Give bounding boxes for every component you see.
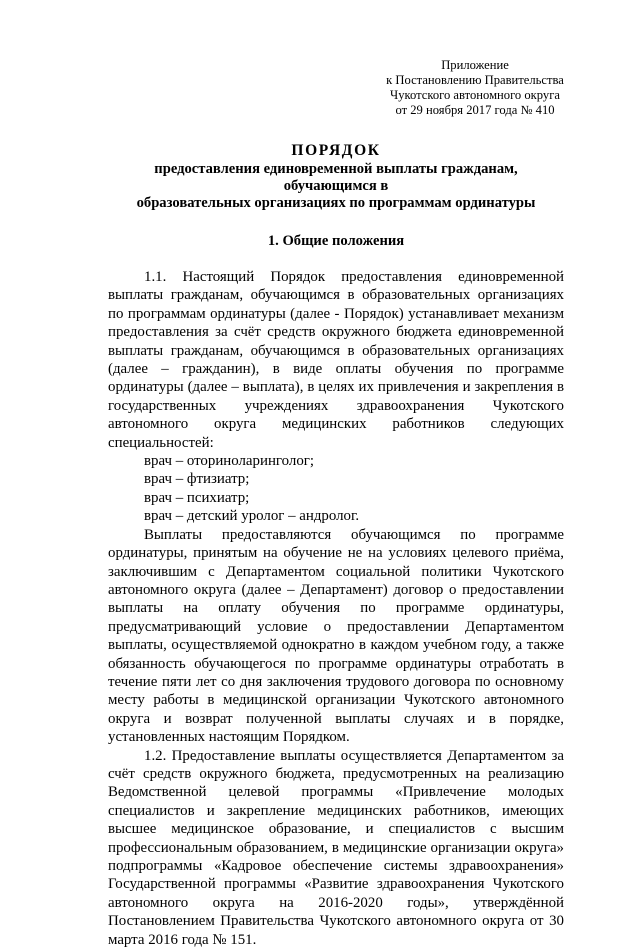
list-item: врач – детский уролог – андролог. — [144, 508, 360, 525]
list-item: врач – фтизиатр; — [144, 471, 250, 488]
document-subtitle — [108, 161, 564, 212]
subtitle-line: предоставления единовременной выплаты гражданам, обучающимся в — [154, 161, 518, 194]
paragraph-1-2: 1.2. Предоставление выплаты осуществляется Департаментом за счёт средств окружного бюджета, предусмотренных на реализацию Ведомственной целевой программы «Привлечение молодых специалистов и закрепление медицинских работников, имеющих высшее медицинское образование, и специалистов с высшим профессиональным образованием, в медицинские организации округа» подпрограммы «Кадровое обеспечение системы здравоохранения» Государственной программы «Развитие здравоохранения Чукотского автономного округа на 2016-2020 годы», утверждённой Постановлением Правительства Чукотского автономного округа от 30 марта 2016 года № 151. — [108, 747, 564, 948]
paragraph-1-1: 1.1. Настоящий Порядок предоставления единовременной выплаты гражданам, обучающимся в образовательных организациях по программам ординатуры (далее - Порядок) устанавливает механизм предоставления за счёт средств окружного бюджета единовременной выплаты гражданам, обучающимся в образовательных организациях (далее – гражданин), в виде оплаты обучения по программе ординатуры (далее – выплата), в целях их привлечения и закрепления в государственных учреждениях здравоохранения Чукотского автономного округа медицинских работников следующих специальностей: — [108, 269, 564, 451]
document-body — [108, 268, 564, 949]
paragraph-payments: Выплаты предоставляются обучающимся по программе ординатуры, принятым на обучение не на условиях целевого приёма, заключившим с Департаментом социальной политики Чукотского автономного округа (далее – Департамент) договор о предоставлении выплаты на оплату обучения по программе ординатуры, предусматривающий условие о предоставлении Департаментом выплаты, осуществляемой однократно в каждом учебном году, а также обязанность обучающегося по программе ординатуры отработать в течение пяти лет со дня заключения трудового договора по основному месту работы в медицинской организации Чукотского автономного округа и возврат полученной выплаты случаях и в порядке, установленных настоящим Порядком. — [108, 526, 564, 746]
appendix-line: к Постановлению Правительства — [386, 73, 564, 87]
list-item: врач – оториноларинголог; — [144, 453, 315, 470]
section-heading: 1. Общие положения — [267, 233, 405, 249]
appendix-line: от 29 ноября 2017 года № 410 — [395, 103, 555, 117]
appendix-line: Приложение — [441, 58, 509, 72]
appendix-line: Чукотского автономного округа — [390, 88, 560, 102]
subtitle-line: образовательных организациях по программам ординатуры — [136, 195, 536, 211]
appendix-block — [386, 58, 564, 118]
document-title: ПОРЯДОК — [291, 142, 381, 159]
list-item: врач – психиатр; — [144, 489, 250, 506]
